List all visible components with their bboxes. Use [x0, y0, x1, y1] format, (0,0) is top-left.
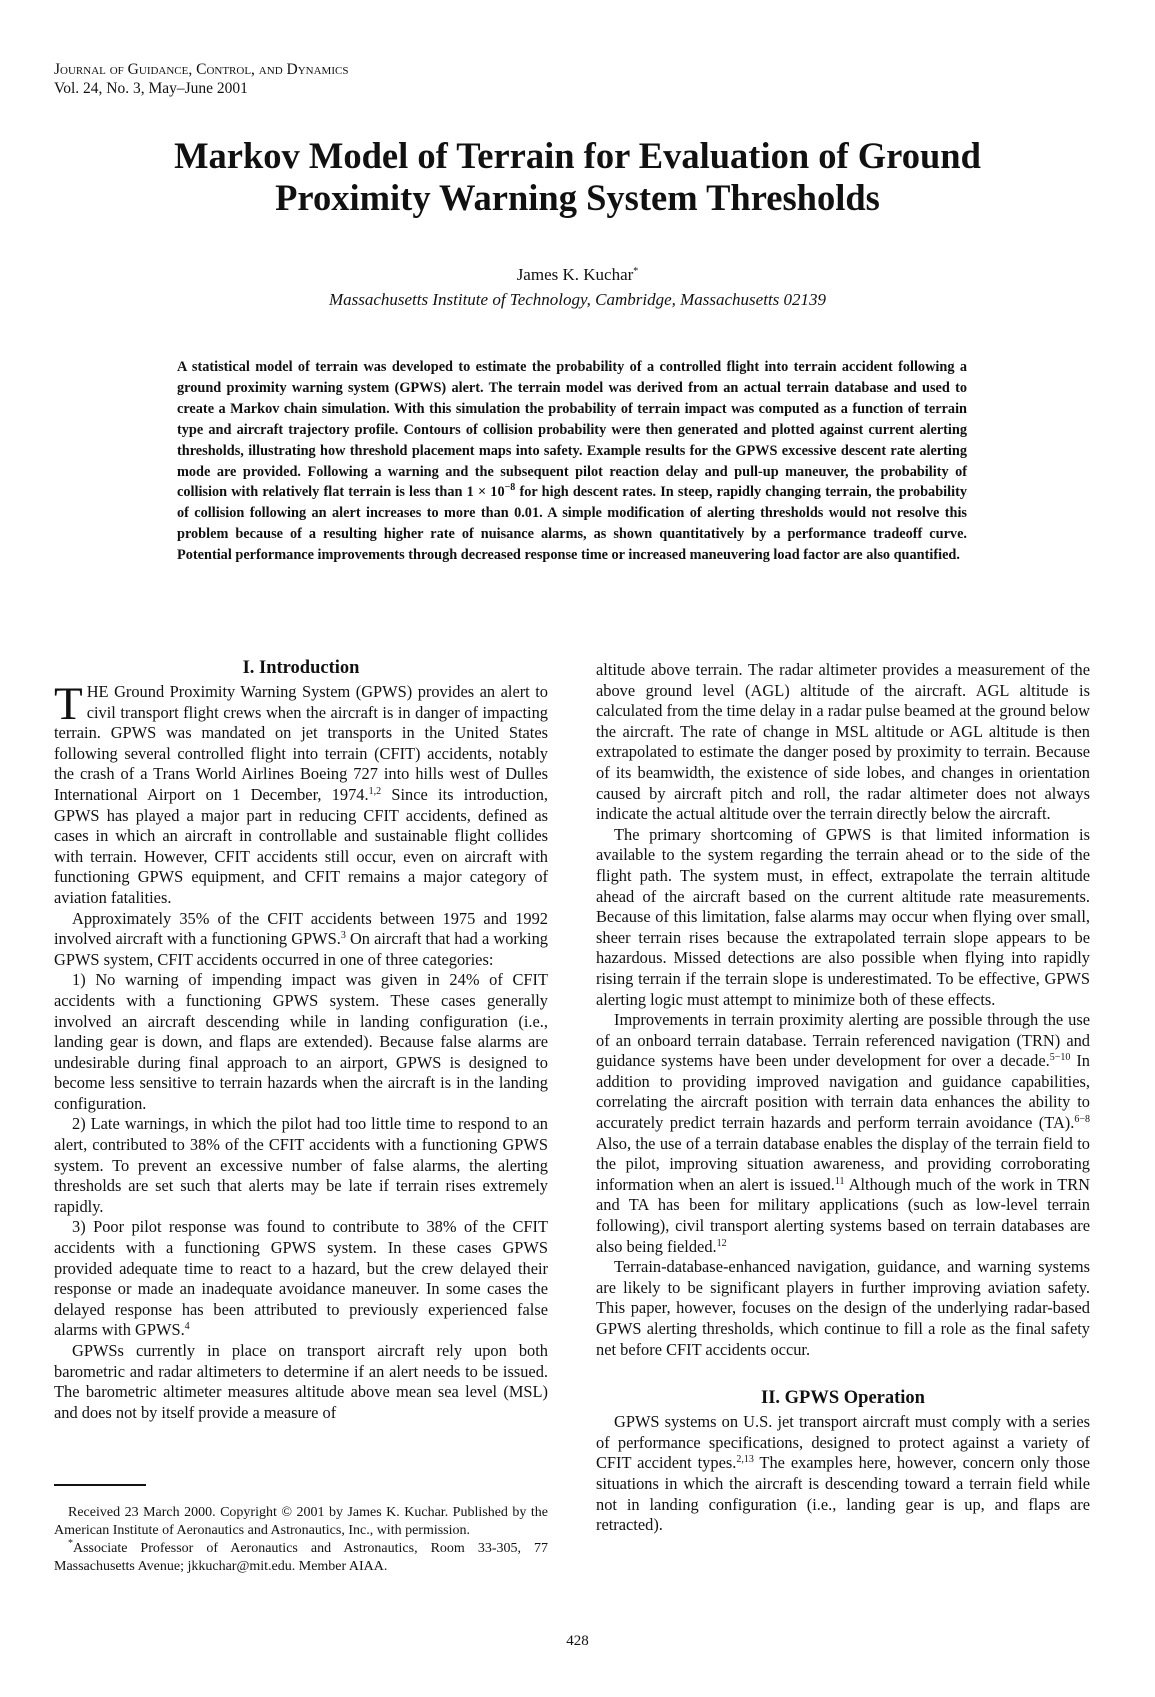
paragraph: 3) Poor pilot response was found to contribute to 38% of the CFIT accidents with a functioning GPWS system. In these cases GPWS provided adequate time to react to a hazard, but the crew delayed their response or made an inadequate avoidance maneuver. In some cases the delayed response has been attributed to previously experienced false alarms with GPWS.$^4$ — [54, 1217, 548, 1340]
left-column — [54, 656, 548, 1423]
paragraph: Improvements in terrain proximity alerting are possible through the use of an onboard terrain database. Terrain referenced navigation (TRN) and guidance systems have been under development for over a decade.$^{5-10}$ In addition to providing improved navigation and guidance capabilities, correlating the aircraft position with terrain data enhances the ability to accurately predict terrain hazards and perform terrain avoidance (TA).$^{6-8}$ Also, the use of a terrain database enables the display of the terrain field to the pilot, improving situation awareness, and providing corroborating information when an alert is issued.$^{11}$ Although much of the work in TRN and TA has been for military applications (such as low-level terrain following), civil transport alerting systems based on terrain databases are also being fielded.$^{12}$ — [596, 1010, 1091, 1256]
section-heading-gpws-operation: II. GPWS Operation — [761, 1388, 925, 1409]
author-footnote-mark: * — [633, 266, 639, 277]
reference-superscript: 12 — [716, 1237, 727, 1249]
title-line: Proximity Warning System Thresholds — [275, 177, 880, 218]
section-heading-introduction: I. Introduction — [242, 658, 360, 678]
journal-name: Journal of Guidance, Control, and Dynamics — [54, 61, 349, 78]
paragraph: The primary shortcoming of GPWS is that limited information is available to the system regarding the terrain ahead or to the side of the flight path. The system must, in effect, extrapolate the terrain altitude ahead of the aircraft based on the current altitude rate measurements. Because of this limitation, false alarms may occur when flying over small, sheer terrain rises because the extrapolated terrain slope appears to be hazardous. Missed detections are also possible when flying into rapidly rising terrain if the terrain slope is underestimated. To be effective, GPWS alerting logic must attempt to minimize both of these effects. — [596, 824, 1090, 1009]
reference-superscript: 1,2 — [368, 785, 382, 797]
reference-superscript: 6−8 — [1074, 1114, 1090, 1126]
paper-title — [80, 135, 1075, 219]
reference-superscript: 4 — [184, 1321, 190, 1333]
drop-cap: T — [54, 678, 83, 730]
reference-superscript: −8 — [504, 482, 516, 494]
right-column — [596, 660, 1090, 1536]
paragraph: Terrain-database-enhanced navigation, guidance, and warning systems are likely to be significant players in further improving aviation safety. This paper, however, focuses on the design of the underlying radar-based GPWS alerting thresholds, which continue to fill a role as the final safety net before CFIT accidents occur. — [596, 1257, 1090, 1359]
paragraph: GPWS systems on U.S. jet transport aircraft must comply with a series of performance specifications, designed to protect against a variety of CFIT accident types.$^{2,13}$ The examples here, however, concern only those situations in which the aircraft is descending toward a terrain field while not in landing configuration (i.e., landing gear is up, and flaps are retracted). — [596, 1412, 1091, 1535]
paragraph — [54, 678, 548, 909]
title-line: Markov Model of Terrain for Evaluation of Ground — [174, 135, 981, 176]
reference-superscript: 2,13 — [736, 1454, 754, 1466]
author-name: James K. Kuchar — [516, 265, 634, 284]
footnote-received: Received 23 March 2000. Copyright © 2001 by James K. Kuchar. Published by the American Institute of Aeronautics and Astronautics, Inc., with permission. — [54, 1505, 548, 1538]
paragraph: 2) Late warnings, in which the pilot had too little time to respond to an alert, contributed to 38% of the CFIT accidents with a functioning GPWS system. To prevent an excessive number of false alarms, the alerting thresholds are set such that alerts may be late if terrain rises extremely rapidly. — [54, 1114, 548, 1216]
author — [0, 265, 1155, 285]
author-affiliation: Massachusetts Institute of Technology, Cambridge, Massachusetts 02139 — [328, 290, 827, 309]
paragraph: GPWSs currently in place on transport aircraft rely upon both barometric and radar altimeters to determine if an alert needs to be issued. The barometric altimeter measures altitude above mean sea level (MSL) and does not by itself provide a measure of — [54, 1341, 548, 1422]
paragraph: Approximately 35% of the CFIT accidents between 1975 and 1992 involved aircraft with a functioning GPWS.$^3$ On aircraft that had a working GPWS system, CFIT accidents occurred in one of three categories: — [54, 908, 548, 969]
abstract: A statistical model of terrain was developed to estimate the probability of a controlled flight into terrain accident following a ground proximity warning system (GPWS) alert. The terrain model was derived from an actual terrain database and used to create a Markov chain simulation. With this simulation the probability of terrain impact was computed as a function of terrain type and aircraft trajectory profile. Contours of collision probability were then generated and plotted against current alerting thresholds, illustrating how threshold placement maps into safety. Example results for the GPWS excessive descent rate alerting mode are provided. Following a warning and the subsequent pilot reaction delay and pull-up maneuver, the probability of collision with relatively flat terrain is less than $1 \times 10^{-8}$ for high descent rates. In steep, rapidly changing terrain, the probability of collision following an alert increases to more than 0.01. A simple modification of alerting thresholds would not resolve this problem because of a resulting higher rate of nuisance alarms, as shown quantitatively by a performance tradeoff curve. Potential performance improvements through decreased response time or increased maneuvering load factor are also quantified. — [177, 359, 967, 564]
reference-superscript: * — [68, 1538, 73, 1549]
reference-superscript: 11 — [834, 1175, 845, 1187]
footnote-divider — [54, 1484, 146, 1486]
journal-volume: Vol. 24, No. 3, May–June 2001 — [54, 80, 248, 97]
reference-superscript: 3 — [340, 930, 346, 942]
journal-header — [54, 60, 348, 98]
page-number: 428 — [566, 1633, 589, 1649]
paragraph-text: HE Ground Proximity Warning System (GPWS) provides an alert to civil transport flight crews when the aircraft is in danger of impacting terrain. GPWS was mandated on jet transports in the United States following several controlled flight into terrain (CFIT) accidents, notably the crash of a Trans World Airlines Boeing 727 into hills west of Dulles International Airport on 1 December, 1974.$^{1,2}$ Since its introduction, GPWS has played a major part in reducing CFIT accidents, defined as cases in which an aircraft in controllable and sustainable flight collides with terrain. However, CFIT accidents still occur, even on aircraft with functioning GPWS equipment, and CFIT remains a major category of aviation fatalities. — [54, 682, 548, 907]
reference-superscript: 5−10 — [1049, 1052, 1071, 1064]
paragraph: 1) No warning of impending impact was given in 24% of CFIT accidents with a functioning GPWS system. These cases generally involved an aircraft descending while in landing configuration (i.e., landing gear is down, and flaps are extended). Because false alarms are undesirable during final approach to an airport, GPWS is designed to become less sensitive to terrain hazards when the aircraft is in the landing configuration. — [54, 970, 548, 1113]
footnotes — [54, 1504, 548, 1576]
footnote-author: *Associate Professor of Aeronautics and Astronautics, Room 33-305, 77 Massachusetts Avenue; jkkuchar@mit.edu. Member AIAA. — [54, 1538, 548, 1574]
paragraph: altitude above terrain. The radar altimeter provides a measurement of the above ground level (AGL) altitude of the aircraft. AGL altitude is calculated from the time delay in a radar pulse beamed at the ground below the aircraft. The rate of change in MSL altitude or AGL altitude is then extrapolated to estimate the danger posed by proximity to terrain. Because of its beamwidth, the existence of side lobes, and changes in orientation caused by aircraft pitch and roll, the radar altimeter does not always indicate the actual altitude over the terrain directly below the aircraft. — [596, 660, 1090, 824]
